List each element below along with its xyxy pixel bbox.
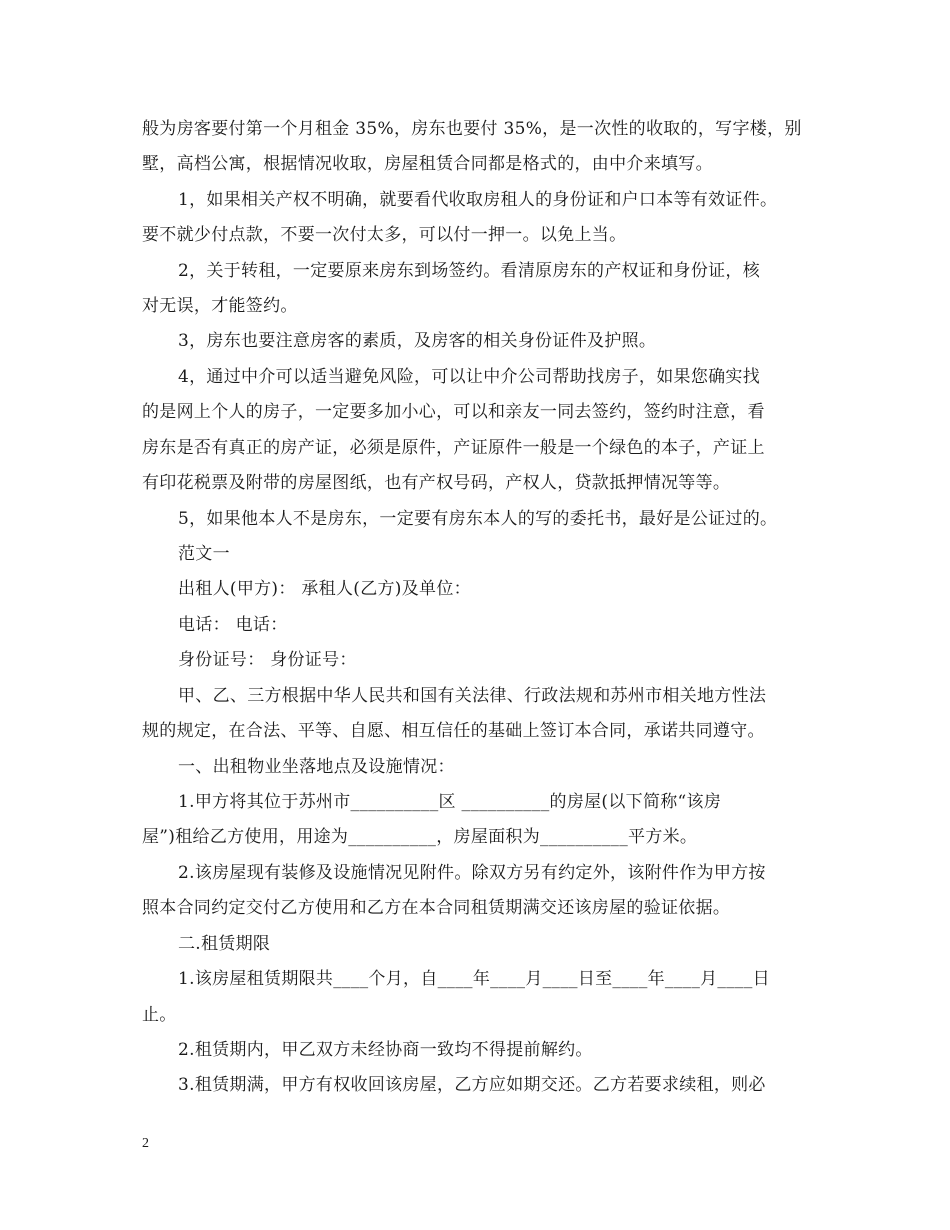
text-line: 有印花税票及附带的房屋图纸，也有产权号码，产权人，贷款抵押情况等等。 [142,473,731,493]
text-line: 屋”)租给乙方使用，用途为__________，房屋面积为__________平方米。 [142,827,698,847]
text-line: 1，如果相关产权不明确，就要看代收取房租人的身份证和户口本等有效证件。 [178,190,778,210]
text-line: 止。 [142,1005,177,1025]
text-line: 3.租赁期满，甲方有权收回该房屋，乙方应如期交还。乙方若要求续租，则必 [178,1075,766,1095]
text-line: 甲、乙、三方根据中华人民共和国有关法律、行政法规和苏州市相关地方性法 [178,686,767,706]
text-line: 1.甲方将其位于苏州市__________区 __________的房屋(以下简称“该房 [178,792,722,812]
text-line: 规的规定，在合法、平等、自愿、相互信任的基础上签订本合同，承诺共同遵守。 [142,721,765,741]
text-line: 3，房东也要注意房客的素质，及房客的相关身份证件及护照。 [178,331,657,351]
text-line: 般为房客要付第一个月租金 35%，房东也要付 35%，是一次性的收取的，写字楼，别 [142,119,802,139]
text-line: 对无误，才能签约。 [142,296,298,316]
section-heading: 范文一 [178,544,230,564]
text-line: 要不就少付点款，不要一次付太多，可以付一押一。以免上当。 [142,225,627,245]
text-line: 出租人(甲方)： 承租人(乙方)及单位： [178,579,471,599]
text-line: 照本合同约定交付乙方使用和乙方在本合同租赁期满交还该房屋的验证依据。 [142,898,731,918]
text-line: 2.该房屋现有装修及设施情况见附件。除双方另有约定外，该附件作为甲方按 [178,863,766,883]
section-heading: 一、出租物业坐落地点及设施情况： [178,757,455,777]
text-line: 墅，高档公寓，根据情况收取，房屋租赁合同都是格式的，由中介来填写。 [142,154,713,174]
section-heading: 二.租赁期限 [178,934,271,954]
text-line: 4，通过中介可以适当避免风险，可以让中介公司帮助找房子，如果您确实找 [178,367,761,387]
text-line: 的是网上个人的房子，一定要多加小心，可以和亲友一同去签约，签约时注意，看 [142,402,765,422]
page-number: 2 [142,1136,149,1151]
text-line: 房东是否有真正的房产证，必须是原件，产证原件一般是一个绿色的本子，产证上 [142,438,765,458]
text-line: 2.租赁期内，甲乙双方未经协商一致均不得提前解约。 [178,1040,593,1060]
text-line: 身份证号： 身份证号： [178,650,357,670]
text-line: 2，关于转租，一定要原来房东到场签约。看清原房东的产权证和身份证，核 [178,261,761,281]
text-line: 5，如果他本人不是房东，一定要有房东本人的写的委托书，最好是公证过的。 [178,509,778,529]
text-line: 电话： 电话： [178,615,288,635]
text-line: 1.该房屋租赁期限共____个月，自____年____月____日至____年____月____日 [178,969,770,989]
